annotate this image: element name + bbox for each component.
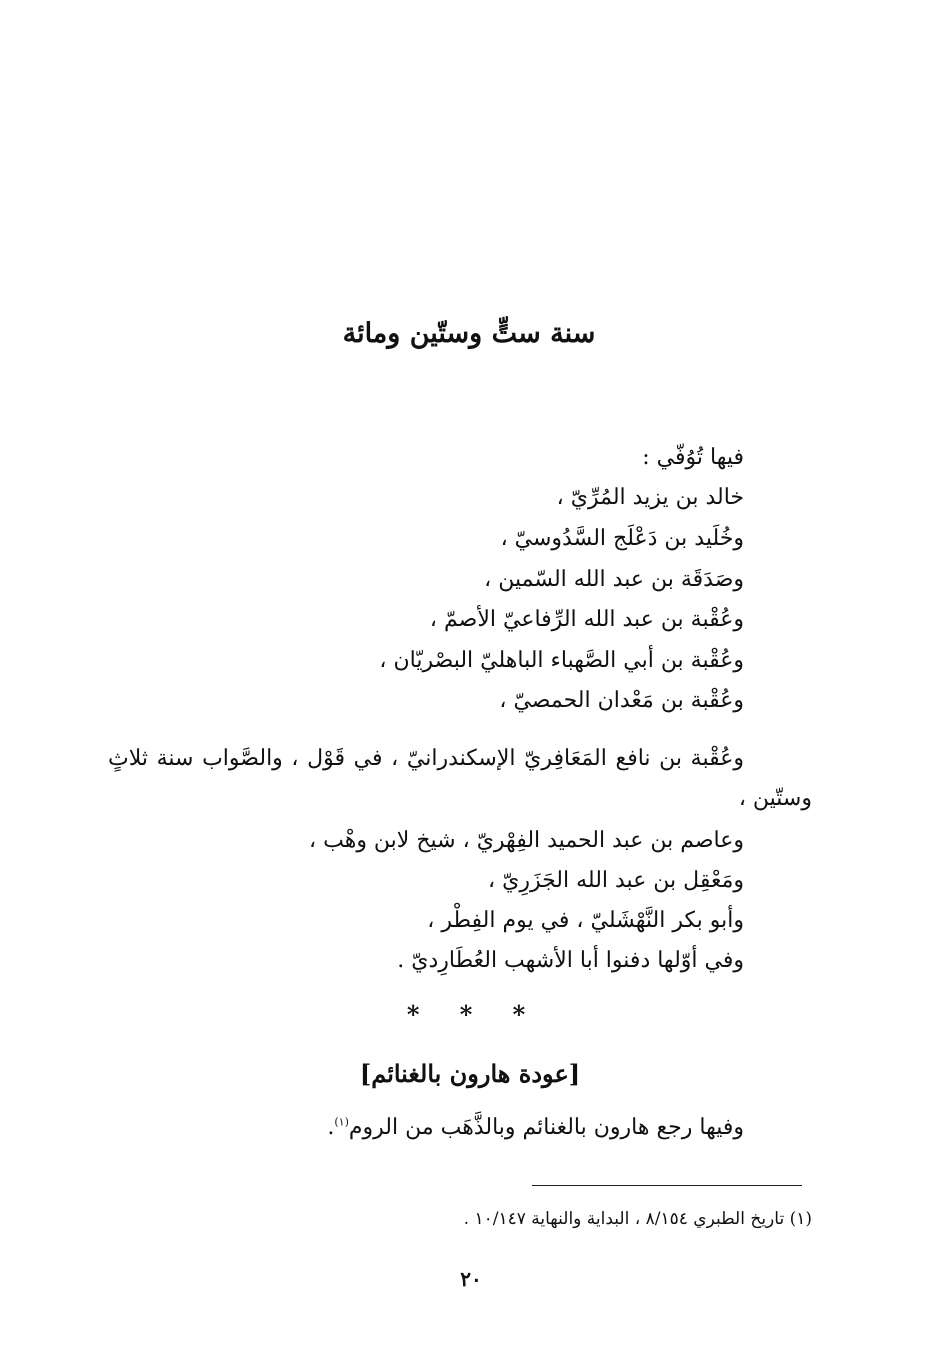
footnote-ref: (١) bbox=[334, 1115, 349, 1129]
death-entry: وعُقْبة بن مَعْدان الحمصيّ ، bbox=[499, 688, 744, 713]
long-death-entry-line2: وستّين ، bbox=[738, 786, 812, 811]
section-heading: [عودة هارون بالغنائم] bbox=[359, 1059, 581, 1088]
footnote: (١) تاريخ الطبري ٨/١٥٤ ، البداية والنهاية ١٠/١٤٧ . bbox=[463, 1209, 812, 1229]
death-entry: وصَدَقَة بن عبد الله السّمين ، bbox=[484, 567, 744, 592]
intro-line: فيها تُوُفّي : bbox=[642, 445, 744, 470]
death-entry: وأبو بكر النَّهْشَليّ ، في يوم الفِطْر ، bbox=[427, 908, 744, 933]
section-separator: * * * bbox=[406, 1000, 542, 1029]
section-text: وفيها رجع هارون بالغنائم وبالذَّهَب من الروم bbox=[348, 1115, 744, 1140]
death-entry: وعاصم بن عبد الحميد الفِهْريّ ، شيخ لابن وهْب ، bbox=[309, 828, 744, 853]
footnote-divider bbox=[532, 1185, 802, 1186]
year-title: سنة ستٍّ وستّين ومائة bbox=[342, 318, 596, 349]
death-entry: وفي أوّلها دفنوا أبا الأشهب العُطَارِديّ . bbox=[397, 948, 744, 973]
death-entry: خالد بن يزيد المُرِّيّ ، bbox=[556, 485, 744, 510]
death-entry: وعُقْبة بن عبد الله الرِّفاعيّ الأصمّ ، bbox=[429, 607, 744, 632]
section-end: . bbox=[327, 1115, 335, 1140]
death-entry: وعُقْبة بن أبي الصَّهباء الباهليّ البصْريّان ، bbox=[379, 648, 744, 673]
death-entry: ومَعْقِل بن عبد الله الجَزَرِيّ ، bbox=[488, 868, 744, 893]
death-entry: وخُلَيد بن دَعْلَج السَّدُوسيّ ، bbox=[500, 526, 744, 551]
long-death-entry-line1: وعُقْبة بن نافع المَعَافِريّ الإسكندرانيّ ، في قَوْل ، والصَّواب سنة ثلاثٍ bbox=[108, 746, 744, 771]
page-number: ٢٠ bbox=[460, 1267, 482, 1291]
section-paragraph bbox=[327, 1108, 744, 1148]
